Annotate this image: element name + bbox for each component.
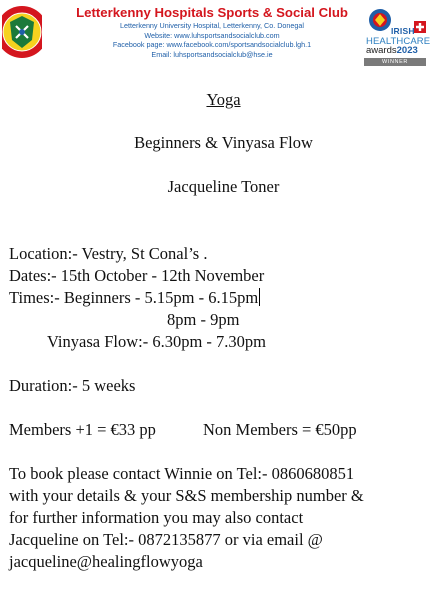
- booking-line: Jacqueline on Tel:- 0872135877 or via email @: [9, 530, 323, 549]
- award-irish: IRISH: [391, 26, 415, 36]
- dates: Dates:- 15th October - 12th November: [9, 266, 265, 285]
- booking-line: for further information you may also contact: [9, 508, 304, 527]
- letterhead-text: [62, 5, 362, 59]
- times-line-1: Times:- Beginners - 5.15pm - 6.15pm: [9, 288, 259, 307]
- club-website: Website: www.luhsportsandsocialclub.com: [144, 30, 280, 40]
- club-crest-logo: [2, 2, 42, 62]
- award-crest-icon: [368, 7, 392, 35]
- text-cursor: [259, 288, 260, 306]
- doc-title: Yoga: [206, 90, 241, 109]
- doc-subtitle: Beginners & Vinyasa Flow: [134, 133, 313, 152]
- club-email: Email: luhsportsandsocialclub@hse.ie: [151, 49, 273, 59]
- times-line-2: 8pm - 9pm: [167, 310, 240, 329]
- members-price: Members +1 = €33 pp: [9, 420, 156, 439]
- non-members-price: Non Members = €50pp: [203, 420, 357, 439]
- irish-healthcare-awards-badge: [364, 7, 431, 67]
- times-line-3: Vinyasa Flow:- 6.30pm - 7.30pm: [47, 332, 266, 351]
- cross-icon: [414, 21, 426, 33]
- duration: Duration:- 5 weeks: [9, 376, 136, 395]
- club-name: Letterkenny Hospitals Sports & Social Club: [76, 5, 348, 20]
- letterhead: [0, 0, 447, 72]
- booking-line: To book please contact Winnie on Tel:- 0860680851: [9, 464, 355, 483]
- club-address: Letterkenny University Hospital, Letterkenny, Co. Donegal: [119, 21, 305, 30]
- award-healthcare: HEALTHCARE: [366, 36, 431, 47]
- award-winner-banner: WINNER: [364, 58, 426, 66]
- booking-line: jacqueline@healingflowyoga: [9, 552, 203, 571]
- award-awards-year: awards2023: [366, 45, 418, 56]
- club-facebook: Facebook page: www.facebook.com/sportsandsocialclub.lgh.1: [112, 40, 312, 50]
- instructor-name: Jacqueline Toner: [167, 177, 280, 196]
- location: Location:- Vestry, St Conal’s .: [9, 244, 208, 263]
- booking-line: with your details & your S&S membership number &: [9, 486, 364, 505]
